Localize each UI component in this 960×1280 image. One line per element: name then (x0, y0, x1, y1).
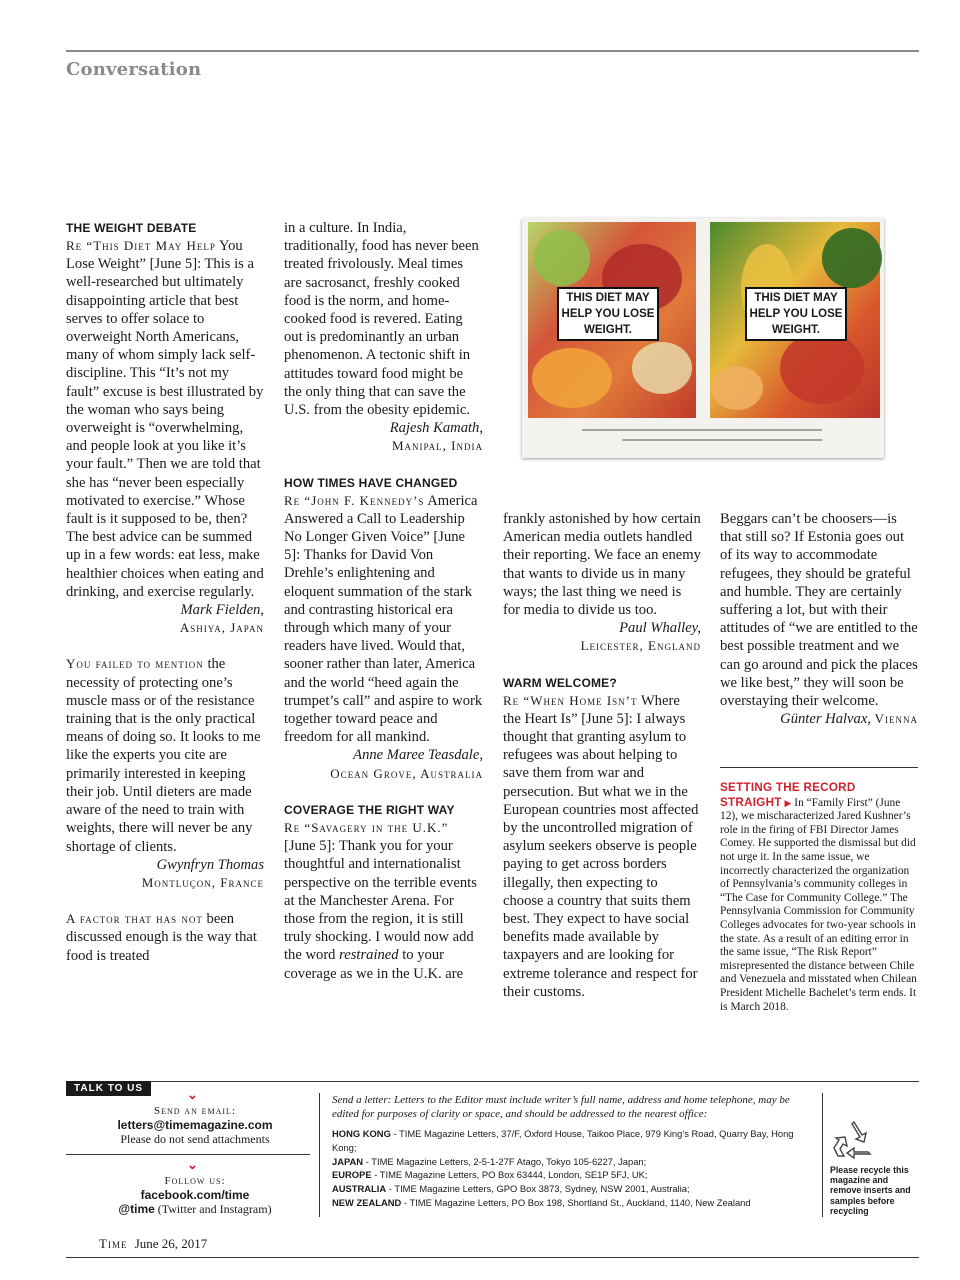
column-4 (720, 510, 918, 728)
office-region: JAPAN (332, 1155, 364, 1167)
page-footer (99, 1236, 207, 1252)
re-label: Re “When Home Isn’t (503, 692, 638, 708)
recycle-icon (830, 1120, 874, 1160)
office-address: NEW ZEALAND - TIME Magazine Letters, PO Box 198, Shortland St., Auckland, 1140, New Zealand (332, 1196, 751, 1208)
chevron-down-icon: ⌄ (187, 1157, 198, 1172)
cover-story-image (522, 218, 884, 458)
email-label: Send an email: (154, 1105, 236, 1117)
letter-addresses (332, 1094, 815, 1210)
letter-whalley-start (284, 801, 483, 983)
heading-weight-debate: THE WEIGHT DEBATE (66, 221, 197, 235)
letter-halvax-start (503, 674, 701, 1001)
letter-body: frankly astonished by how certain American media outlets handled their reporting. We face an enemy that wants to divide us in many ways; the last thing we need is for media to divide us too. (503, 511, 701, 619)
column-2 (284, 219, 483, 983)
letter-location: Leicester, England (580, 638, 701, 654)
letter-whalley-cont (503, 510, 701, 656)
footer-brand: Time (99, 1236, 128, 1251)
footer-date: June 26, 2017 (134, 1236, 208, 1251)
column-3 (503, 510, 701, 1001)
letter-body: the necessity of protecting one’s muscle mass or of the resistance training that is the only practical means of doing so. It looks to me like the experts you cite are primarily interested in keeping their job. Until dieters are made aware of the need to train with weights, there will never be any shortage of clients. (66, 656, 261, 855)
office-street: TIME Magazine Letters, PO Box 63444, London, SE1P 5FJ, UK; (379, 1169, 648, 1181)
office-street: TIME Magazine Letters, 37/F, Oxford House, Taikoo Place, 979 King’s Road, Quarry Bay, Hong Kong; (332, 1128, 794, 1153)
office-street: TIME Magazine Letters, 2-5-1-27F Atago, Tokyo 105-6227, Japan; (371, 1155, 647, 1167)
email-note: Please do not send attachments (120, 1132, 270, 1146)
correction-text: In “Family First” (June 12), we mischaracterized Jared Kushner’s role in the firing of FBI Director James Comey. He supported the dismissal but did not urge it. In the same issue, we incorrectly characterized the organization of Pennsylvania’s community colleges in “The Case for Community College.” The Pennsylvania Commission for Community Colleges advocates for two-year schools in the state. As a result of an editing error in the same issue, “The Risk Report” misrepresented the distance between Chile and Venezuela and misstated when Chilean President Michelle Bachelet’s term ends. It is March 2018. (720, 796, 917, 1013)
email-contact (100, 1104, 290, 1146)
contact-divider (66, 1154, 310, 1155)
twitter-handle[interactable]: @time (118, 1202, 155, 1216)
email-link[interactable]: letters@timemagazine.com (117, 1118, 273, 1132)
office-region: HONG KONG (332, 1128, 391, 1139)
office-address: HONG KONG - TIME Magazine Letters, 37/F, Oxford House, Taikoo Place, 979 King’s Road, Quarry Bay, Hong Kong; (332, 1128, 794, 1153)
office-street: TIME Magazine Letters, GPO Box 3873, Sydney, NSW 2001, Australia; (394, 1183, 690, 1195)
office-address: AUSTRALIA - TIME Magazine Letters, GPO Box 3873, Sydney, NSW 2001, Australia; (332, 1183, 690, 1195)
vertical-divider (319, 1093, 320, 1217)
twitter-note: (Twitter and Instagram) (157, 1202, 272, 1216)
bottom-rule (66, 1081, 919, 1082)
office-address: JAPAN - TIME Magazine Letters, 2-5-1-27F Atago, Tokyo 105-6227, Japan; (332, 1155, 647, 1167)
letter-body: Beggars can’t be choosers—is that still so? If Estonia goes out of its way to accommodate refugees, they should be grateful and humble. They are certainly suffering a lot, but with their attitudes of “we are entitled to the best possible treatment and we can go around and pick the places we like best,” they will soon be overstaying their welcome. (720, 511, 918, 710)
heading-how-times: HOW TIMES HAVE CHANGED (284, 475, 458, 490)
re-label: Re “Savagery in the U.K.” (284, 819, 449, 835)
heading-warm-welcome: WARM WELCOME? (503, 675, 617, 690)
chevron-down-icon: ⌄ (187, 1087, 198, 1102)
emphasis-word: restrained (339, 947, 399, 964)
correction-heading-2: STRAIGHT (720, 795, 782, 809)
image-headline-right: THIS DIET MAY HELP YOU LOSE WEIGHT. (749, 292, 843, 336)
office-region: EUROPE (332, 1169, 372, 1181)
letter-location: Montluçon, France (141, 874, 264, 890)
letter-body: Where the Heart Is” [June 5]: I always thought that granting asylum to refugees was about helping to save them from war and persecution. But what we in the European countries most affected by the uncontrolled migration of asylum seekers observe is people paying to get across borders illegally, then expecting to choose a country that suits them best. They expect to have social benefits made available by taxpayers and are looking for extreme tolerance and respect for their customs. (503, 692, 699, 1000)
social-contact (100, 1174, 290, 1216)
heading-coverage: COVERAGE THE RIGHT WAY (284, 802, 455, 817)
footer-rule (66, 1257, 919, 1258)
correction-rule (720, 767, 918, 768)
facebook-link[interactable]: facebook.com/time (140, 1188, 250, 1202)
letter-body: in a culture. In India, traditionally, food has never been treated frivolously. Meal times are sacrosanct, freshly cooked food is the norm, and home-cooked food is revered. Eating out is predominantly an urban phenomenon. A tectonic shift in attitudes toward food might be the only thing that can save the U.S. from the obesity epidemic. (284, 220, 479, 419)
office-region: AUSTRALIA (332, 1183, 387, 1195)
letter-body: You Lose Weight” [June 5]: This is a well-researched but ultimately disappointing article that best serves to offer solace to overweight North Americans, many of whom simply lack self-discipline. This “It’s not my fault” excuse is best illustrated by the woman who says being overweight is “overwhelming, and people look at you like it’s your fault.” Then we are told that she has “never been especially motivated to exercise.” Whose fault is it supposed to be, then? The best advice can be summed up in a few words: eat less, make healthier choices when eating and drinking, and exercise regularly. (66, 238, 264, 600)
letter-location: Vienna (874, 711, 918, 727)
letter-location: Manipal, India (391, 438, 483, 454)
spread-image-art (522, 218, 884, 458)
top-rule (66, 50, 919, 52)
lead-in: A factor that has not (66, 911, 203, 927)
letter-fielden (66, 237, 264, 637)
letter-body: [June 5]: Thank you for your thoughtful and internationalist perspective on the terrible events at the Manchester Arena. For those from the region, it is still truly shocking. I would now add the word (284, 838, 477, 964)
letter-signature: Paul Whalley, (619, 620, 701, 637)
re-label: Re “This Diet May Help (66, 238, 216, 253)
letter-location: Ocean Grove, Australia (330, 765, 483, 781)
letter-kamath-cont (284, 219, 483, 456)
letter-teasdale (284, 474, 483, 783)
lead-in: You failed to mention (66, 656, 204, 672)
recycle-notice (830, 1120, 920, 1216)
letter-body: America Answered a Call to Leadership No Longer Given Voice” [June 5]: Thanks for David Von Drehle’s enlightening and eloquent summation of the stark and contrasting historical era through which many of your readers have lived. Would that, sooner rather than later, America and the world “heed again the trumpet’s call” and aspire to work together toward peace and freedom for all mankind. (284, 492, 483, 746)
office-street: TIME Magazine Letters, PO Box 198, Shortland St., Auckland, 1140, New Zealand (409, 1196, 751, 1208)
send-letter-intro: Send a letter: Letters to the Editor must include writer’s full name, address and home telephone, may be edited for purposes of clarity or space, and should be addressed to the nearest office: (332, 1094, 790, 1120)
talk-to-us-tag: TALK TO US (66, 1081, 151, 1096)
letter-signature (720, 710, 918, 728)
section-title: Conversation (66, 59, 202, 80)
letter-location: Ashiya, Japan (179, 620, 264, 636)
follow-label: Follow us: (164, 1175, 226, 1187)
signature-name: Günter Halvax, (780, 711, 871, 728)
office-region: NEW ZEALAND (332, 1196, 402, 1208)
recycle-text: Please recycle this magazine and remove inserts and samples before recycling (830, 1165, 911, 1216)
triangle-right-icon: ▶ (784, 797, 792, 808)
letter-kamath-start (66, 910, 264, 965)
letter-signature: Anne Maree Teasdale, (353, 747, 483, 764)
correction-heading: SETTING THE RECORD (720, 781, 856, 794)
letter-signature: Gwynfryn Thomas (156, 856, 264, 873)
letter-thomas (66, 655, 264, 892)
column-1 (66, 219, 264, 965)
office-address: EUROPE - TIME Magazine Letters, PO Box 63444, London, SE1P 5FJ, UK; (332, 1169, 648, 1181)
re-label: Re “John F. Kennedy’s (284, 492, 425, 508)
letter-body: to your coverage as we in the U.K. are (284, 947, 464, 982)
correction-box (720, 781, 918, 1014)
letter-body: been discussed enough is the way that food is treated (66, 911, 257, 964)
letter-signature: Mark Fielden, (180, 602, 264, 619)
vertical-divider (822, 1093, 823, 1217)
letter-signature: Rajesh Kamath, (389, 420, 483, 437)
image-headline-left: THIS DIET MAY HELP YOU LOSE WEIGHT. (561, 292, 655, 336)
